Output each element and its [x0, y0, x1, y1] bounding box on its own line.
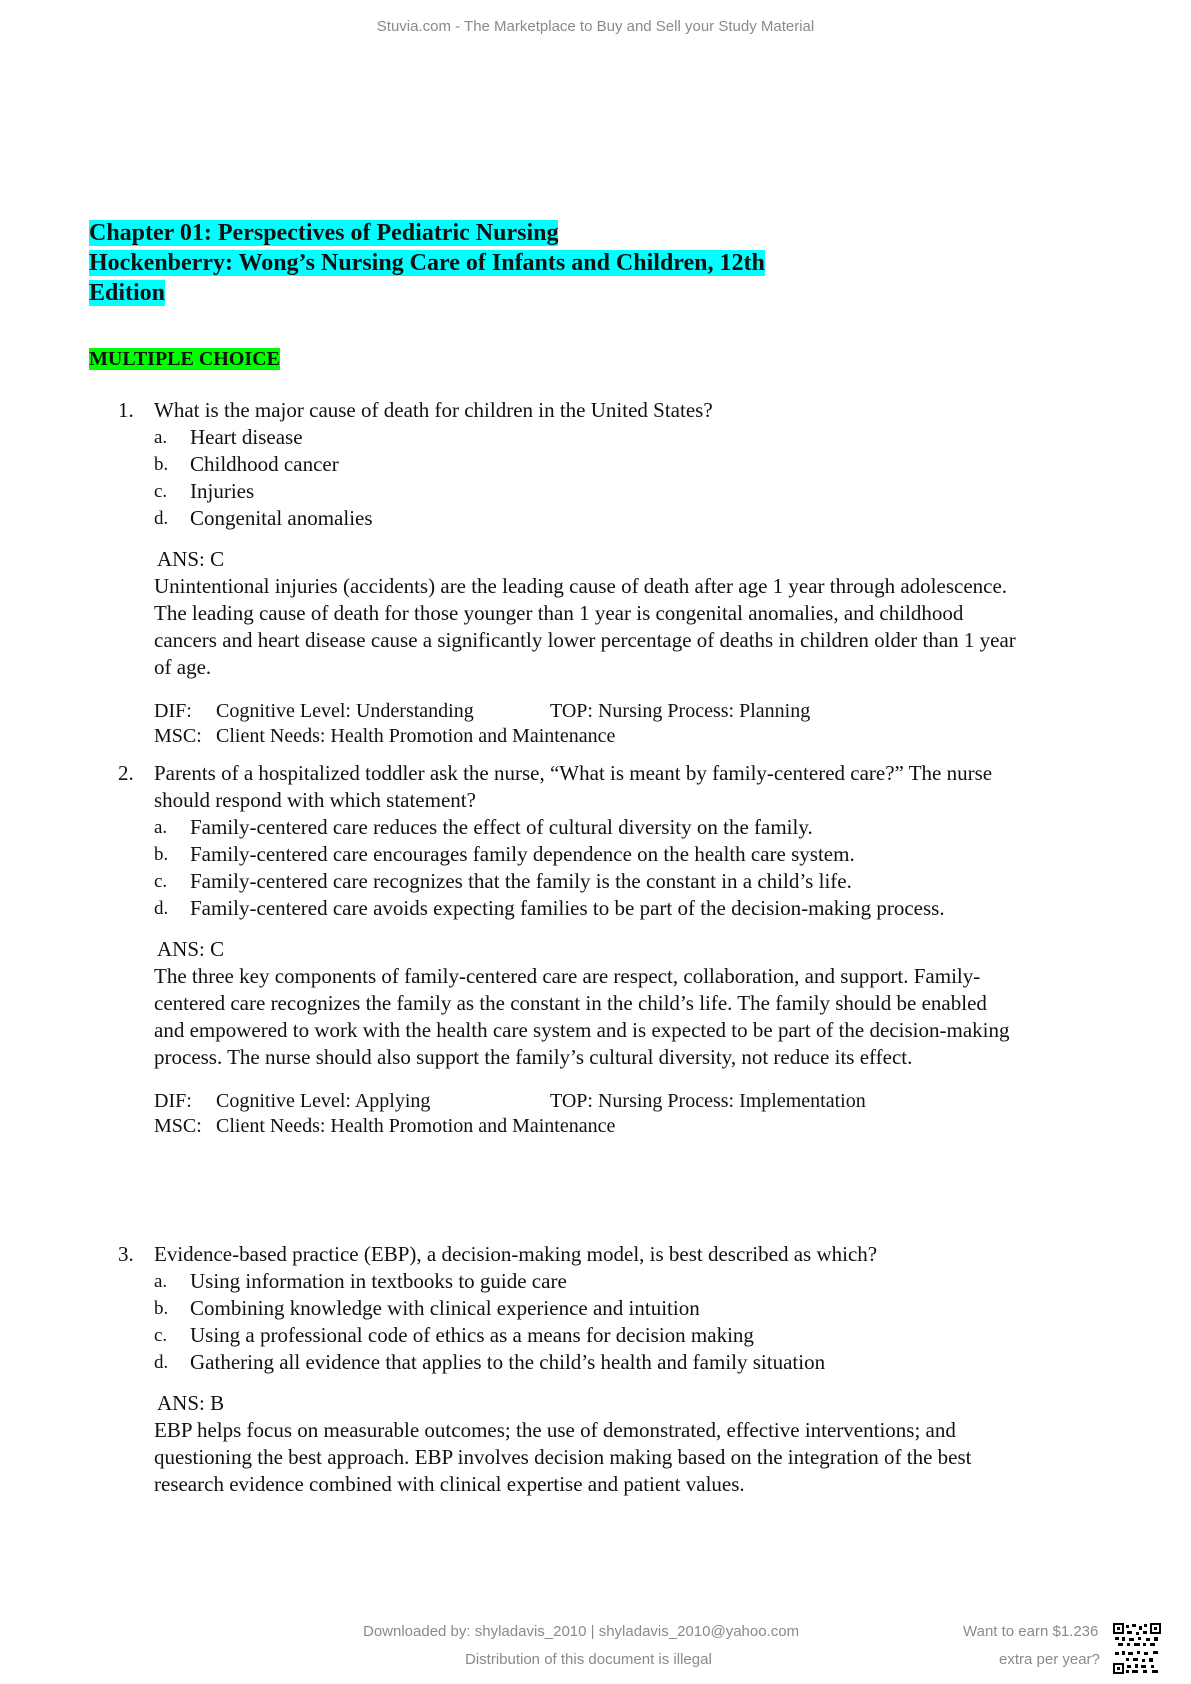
rationale-line: centered care recognizes the family as the constant in the child’s life. The family should be enabled — [154, 991, 987, 1015]
answer: ANS: B — [157, 1391, 225, 1415]
option-letter: b. — [154, 844, 169, 865]
option-text: Using information in textbooks to guide care — [190, 1269, 567, 1293]
question-1 — [118, 397, 1158, 749]
rationale-line: Unintentional injuries (accidents) are the leading cause of death after age 1 year through adolescence. — [154, 574, 1008, 598]
title-line-1: Chapter 01: Perspectives of Pediatric Nursing — [89, 220, 559, 246]
msc-label: MSC: — [154, 725, 202, 747]
rationale-line: The three key components of family-centered care are respect, collaboration, and support. Family- — [154, 964, 981, 988]
top-value: TOP: Nursing Process: Implementation — [550, 1090, 866, 1112]
title-line-3: Edition — [89, 280, 166, 306]
section-heading — [89, 347, 280, 372]
downloaded-by: Downloaded by: shyladavis_2010 | shyladavis_2010@yahoo.com — [363, 1623, 800, 1640]
option-text: Combining knowledge with clinical experience and intuition — [190, 1296, 700, 1320]
option-text: Congenital anomalies — [190, 506, 373, 530]
option-d — [154, 505, 1158, 532]
rationale-line: The leading cause of death for those younger than 1 year is congenital anomalies, and childhood — [154, 601, 964, 625]
top-value: TOP: Nursing Process: Planning — [550, 700, 811, 722]
title-line-2: Hockenberry: Wong’s Nursing Care of Infants and Children, 12th — [89, 250, 765, 276]
option-letter: a. — [154, 817, 168, 838]
earn-promo-line-2[interactable]: extra per year? — [999, 1651, 1100, 1668]
option-letter: c. — [154, 871, 168, 892]
question-metadata — [154, 699, 1158, 749]
qr-code-icon[interactable] — [1113, 1650, 1161, 1674]
rationale-line: and empowered to work with the health care system and is expected to be part of the decision-making — [154, 1018, 1010, 1042]
rationale — [154, 963, 1158, 1071]
earn-promo-line-1[interactable]: Want to earn $1.236 — [963, 1623, 1099, 1640]
option-text: Family-centered care reduces the effect of cultural diversity on the family. — [190, 815, 813, 839]
option-text: Heart disease — [190, 425, 303, 449]
question-stem: should respond with which statement? — [154, 788, 476, 812]
dif-label: DIF: — [154, 700, 192, 722]
question-stem: What is the major cause of death for children in the United States? — [154, 398, 713, 422]
option-b — [154, 451, 1158, 478]
option-text: Family-centered care avoids expecting families to be part of the decision-making process. — [190, 896, 945, 920]
option-letter: a. — [154, 427, 168, 448]
rationale-line: of age. — [154, 655, 212, 679]
dif-value: Cognitive Level: Understanding — [216, 700, 474, 722]
question-stem: Evidence-based practice (EBP), a decision-making model, is best described as which? — [154, 1242, 878, 1266]
option-letter: d. — [154, 1352, 169, 1373]
dif-value: Cognitive Level: Applying — [216, 1090, 431, 1112]
rationale — [154, 1417, 1158, 1498]
option-d — [154, 895, 1158, 922]
option-text: Injuries — [190, 479, 255, 503]
rationale-line: EBP helps focus on measurable outcomes; the use of demonstrated, effective interventions; and — [154, 1418, 956, 1442]
option-letter: a. — [154, 1271, 168, 1292]
chapter-title — [89, 218, 765, 308]
option-c — [154, 478, 1158, 505]
option-a — [154, 424, 1158, 451]
dif-label: DIF: — [154, 1090, 192, 1112]
option-a — [154, 1268, 1158, 1295]
section-heading-text: MULTIPLE CHOICE — [89, 348, 280, 370]
rationale-line: research evidence combined with clinical expertise and patient values. — [154, 1472, 745, 1496]
option-text: Family-centered care recognizes that the family is the constant in a child’s life. — [190, 869, 852, 893]
option-b — [154, 841, 1158, 868]
msc-label: MSC: — [154, 1115, 202, 1137]
rationale-line: process. The nurse should also support the family’s cultural diversity, not reduce its effect. — [154, 1045, 913, 1069]
question-metadata — [154, 1089, 1158, 1139]
distribution-notice: Distribution of this document is illegal — [465, 1651, 712, 1668]
option-text: Family-centered care encourages family dependence on the health care system. — [190, 842, 855, 866]
rationale — [154, 573, 1158, 681]
answer: ANS: C — [157, 937, 225, 961]
option-c — [154, 868, 1158, 895]
question-number: 2. — [118, 761, 134, 785]
option-letter: c. — [154, 481, 168, 502]
option-letter: b. — [154, 454, 169, 475]
rationale-line: questioning the best approach. EBP involves decision making based on the integration of the best — [154, 1445, 972, 1469]
option-d — [154, 1349, 1158, 1376]
option-text: Gathering all evidence that applies to the child’s health and family situation — [190, 1350, 826, 1374]
question-2 — [118, 760, 1158, 1139]
question-number: 3. — [118, 1242, 134, 1266]
qr-code-icon[interactable] — [1113, 1623, 1161, 1647]
msc-value: Client Needs: Health Promotion and Maintenance — [216, 725, 616, 747]
answer: ANS: C — [157, 547, 225, 571]
rationale-line: cancers and heart disease cause a significantly lower percentage of deaths in children older than 1 year — [154, 628, 1016, 652]
option-letter: d. — [154, 898, 169, 919]
option-letter: b. — [154, 1298, 169, 1319]
question-number: 1. — [118, 398, 134, 422]
option-text: Childhood cancer — [190, 452, 339, 476]
option-c — [154, 1322, 1158, 1349]
option-letter: d. — [154, 508, 169, 529]
option-letter: c. — [154, 1325, 168, 1346]
page-header: Stuvia.com - The Marketplace to Buy and Sell your Study Material — [376, 18, 815, 35]
option-b — [154, 1295, 1158, 1322]
question-3 — [118, 1241, 1158, 1498]
option-text: Using a professional code of ethics as a means for decision making — [190, 1323, 754, 1347]
question-stem: Parents of a hospitalized toddler ask the nurse, “What is meant by family-centered care?” The nurse — [154, 761, 993, 785]
option-a — [154, 814, 1158, 841]
msc-value: Client Needs: Health Promotion and Maintenance — [216, 1115, 616, 1137]
